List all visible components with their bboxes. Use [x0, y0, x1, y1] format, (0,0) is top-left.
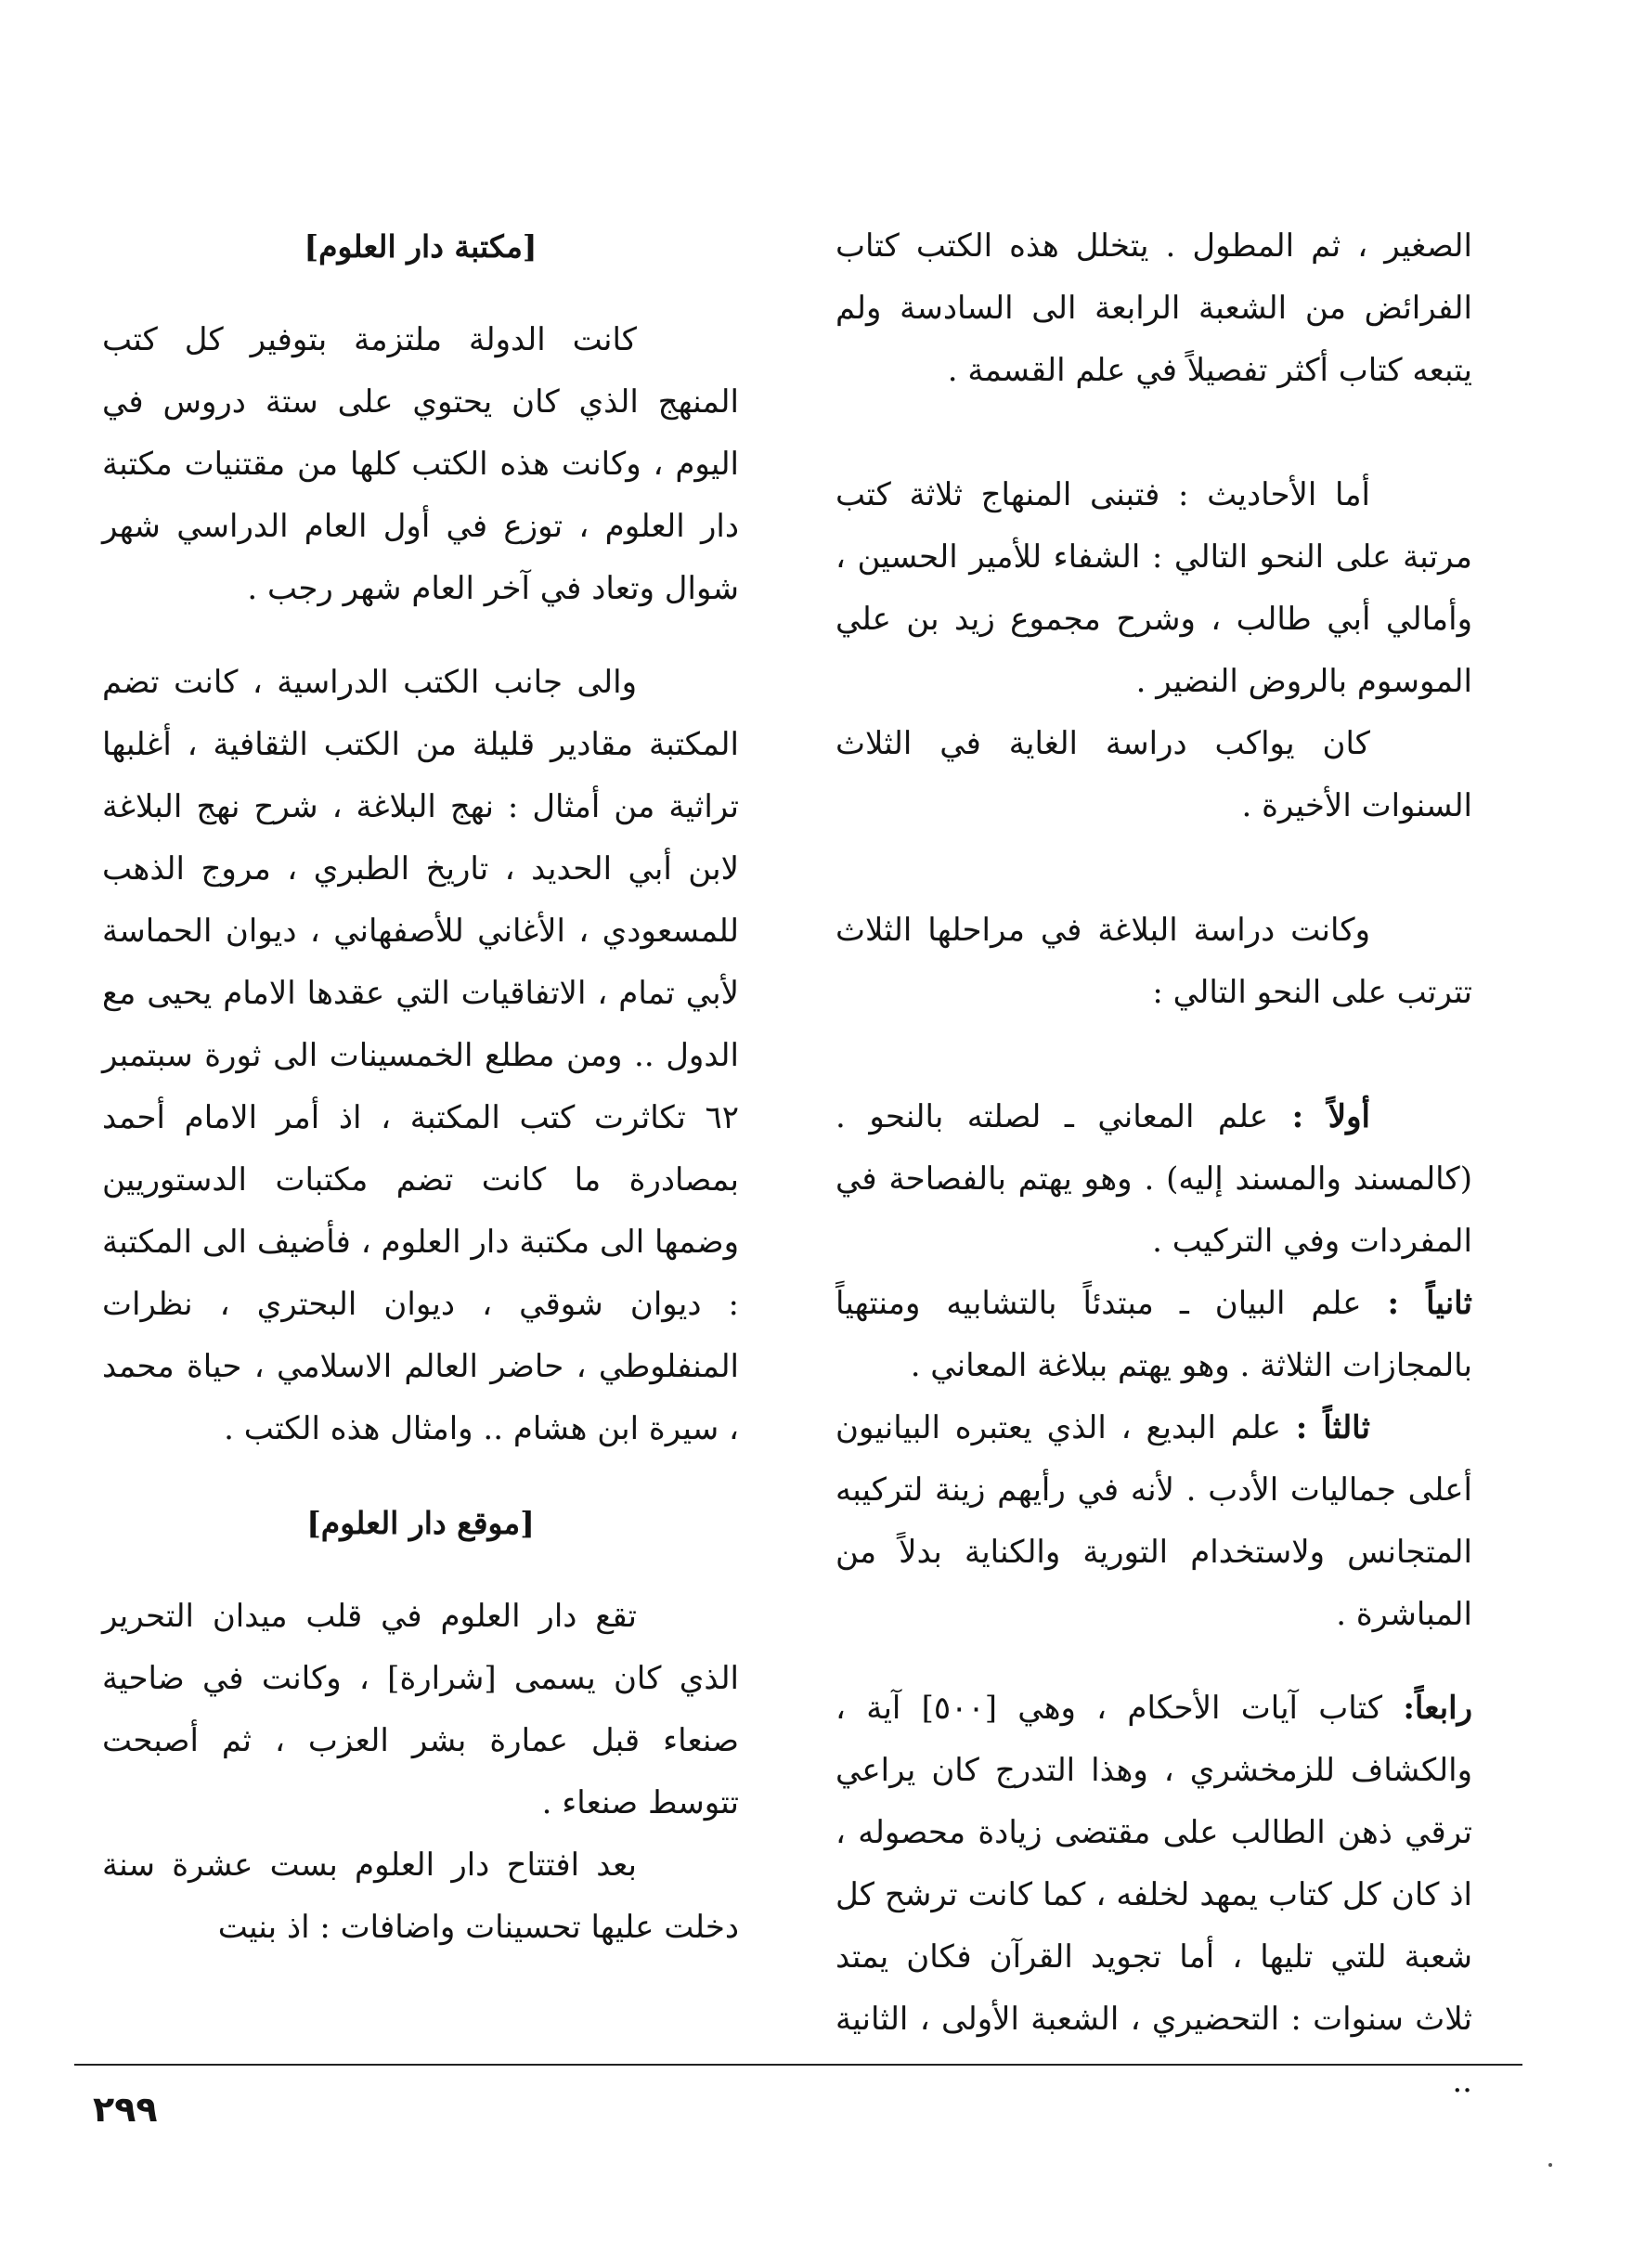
- item-text: علم المعاني ـ لصلته بالنحو . (كالمسند والمسند إليه) . وهو يهتم بالفصاحة في المفردات وفي التركيب .: [835, 1098, 1472, 1260]
- paragraph-gap: [835, 837, 1472, 900]
- item-text: علم البديع ، الذي يعتبره البيانيون أعلى جماليات الأدب . لأنه في رأيهم زينة لتركيبه المتجانس ولاستخدام التورية والكناية بدلاً من المباشرة .: [835, 1409, 1472, 1633]
- footer-rule: [74, 2064, 1522, 2066]
- paragraph-gap: [102, 620, 739, 652]
- item-lead: أولاً :: [1291, 1098, 1370, 1135]
- left-column: [102, 215, 739, 1959]
- paragraph: تقع دار العلوم في قلب ميدان التحرير الذي كان يسمى [شرارة] ، وكانت في ضاحية صنعاء قبل عمارة بشر العزب ، ثم أصبحت تتوسط صنعاء .: [102, 1598, 739, 1821]
- paragraph: كانت الدولة ملتزمة بتوفير كل كتب المنهج الذي كان يحتوي على ستة دروس في اليوم ، وكانت هذه الكتب كلها من مقتنيات مكتبة دار العلوم ، توزع في أول العام الدراسي شهر شوال وتعاد في آخر العام شهر رجب .: [102, 321, 739, 607]
- item-text: كتاب آيات الأحكام ، وهي [٥٠٠] آية ، والكشاف للزمخشري ، وهذا التدرج كان يراعي ترقي ذهن الطالب على مقتضى زيادة محصوله ، اذ كان كل كتاب يمهد لخلفه ، كما كانت ترشح كل شعبة للتي تليها ، أما تجويد القرآن فكان يمتد ثلاث سنوات : التحضيري ، الشعبة الأولى ، الثانية ..: [835, 1690, 1472, 2100]
- paragraph: وكانت دراسة البلاغة في مراحلها الثلاث تترتب على النحو التالي :: [835, 912, 1472, 1011]
- paragraph: الصغير ، ثم المطول . يتخلل هذه الكتب كتاب الفرائض من الشعبة الرابعة الى السادسة ولم يتبعه كتاب أكثر تفصيلاً في علم القسمة .: [835, 227, 1472, 389]
- list-item-fourth: [835, 1678, 1472, 2113]
- list-item-first: [835, 1086, 1472, 1273]
- scan-speck: [1548, 2163, 1552, 2167]
- section-heading: [مكتبة دار العلوم]: [304, 228, 538, 265]
- item-lead: ثالثاً :: [1295, 1409, 1370, 1446]
- section-heading: [موقع دار العلوم]: [306, 1505, 535, 1541]
- item-lead: رابعاً:: [1403, 1690, 1472, 1727]
- item-text: علم البيان ـ مبتدئاً بالتشابيه ومنتهياً بالمجازات الثلاثة . وهو يهتم ببلاغة المعاني .: [835, 1285, 1472, 1384]
- page-number: ٢٩٩: [93, 2089, 158, 2130]
- paragraph-gap: [102, 1460, 739, 1492]
- paragraph: أما الأحاديث : فتبنى المنهاج ثلاثة كتب مرتبة على النحو التالي : الشفاء للأمير الحسين ، وأمالي أبي طالب ، وشرح مجموع زيد بن علي الموسوم بالروض النضير .: [835, 476, 1472, 700]
- paragraph: بعد افتتاح دار العلوم بست عشرة سنة دخلت عليها تحسينات واضافات : اذ بنيت: [102, 1847, 739, 1946]
- right-column: [835, 215, 1472, 2113]
- paragraph: والى جانب الكتب الدراسية ، كانت تضم المكتبة مقادير قليلة من الكتب الثقافية ، أغلبها تراثية من أمثال : نهج البلاغة ، شرح نهج البلاغة لابن أبي الحديد ، تاريخ الطبري ، مروج الذهب للمسعودي ، الأغاني للأصفهاني ، ديوان الحماسة لأبي تمام ، الاتفاقيات التي عقدها الامام يحيى مع الدول .. ومن مطلع الخمسينات الى ثورة سبتمبر ٦٢ تكاثرت كتب المكتبة ، اذ أمر الامام أحمد بمصادرة ما كانت تضم مكتبات الدستوريين وضمها الى مكتبة دار العلوم ، فأضيف الى المكتبة : ديوان شوقي ، ديوان البحتري ، نظرات المنفلوطي ، حاضر العالم الاسلامي ، حياة محمد ، سيرة ابن هشام .. وامثال هذه الكتب .: [102, 664, 739, 1447]
- list-item-second: [835, 1273, 1472, 1397]
- list-item-third: [835, 1397, 1472, 1646]
- paragraph-gap: [835, 402, 1472, 464]
- paragraph-gap: [102, 1554, 739, 1586]
- paragraph-gap: [102, 278, 739, 309]
- item-lead: ثانياً :: [1387, 1285, 1473, 1322]
- paragraph-gap: [835, 1024, 1472, 1086]
- paragraph: كان يواكب دراسة الغاية في الثلاث السنوات الأخيرة .: [835, 725, 1472, 824]
- paragraph-gap: [835, 1646, 1472, 1678]
